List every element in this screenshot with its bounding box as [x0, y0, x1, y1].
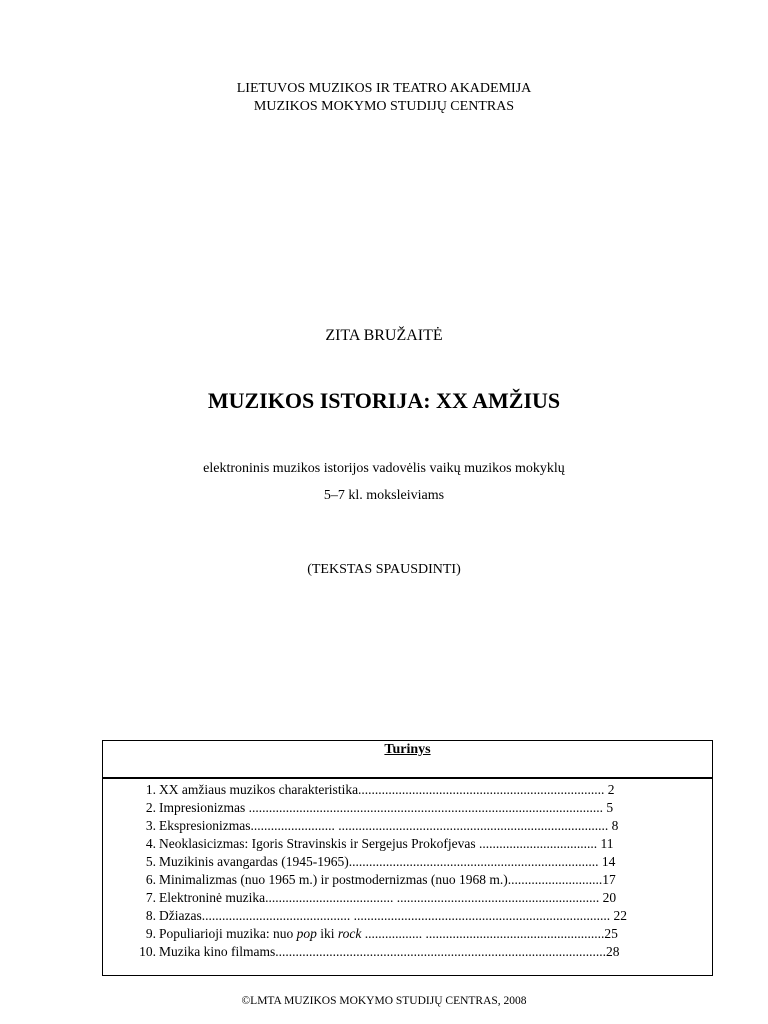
toc-item-number: 1. [145, 782, 156, 797]
subtitle-line-2: 5–7 kl. moksleiviams [323, 488, 445, 503]
toc-item-text: Minimalizmas (nuo 1965 m.) ir postmodernizmas (nuo 1968 m.)............................17 [159, 872, 616, 887]
institution-name: LIETUVOS MUZIKOS IR TEATRO AKADEMIJA [236, 81, 532, 96]
document-title: MUZIKOS ISTORIJA: XX AMŽIUS [207, 388, 561, 413]
copyright-footer: ©LMTA MUZIKOS MOKYMO STUDIJŲ CENTRAS, 2008 [241, 995, 527, 1007]
toc-item-number: 9. [145, 926, 156, 941]
toc-item-number: 6. [145, 872, 156, 887]
toc-item[interactable] [103, 835, 712, 853]
subtitle-line-1: elektroninis muzikos istorijos vadovėlis vaikų muzikos mokyklų [203, 461, 565, 476]
toc-item[interactable] [103, 781, 712, 799]
print-note: (TEKSTAS SPAUSDINTI) [307, 562, 461, 577]
toc-item-text: Džiazas............................................ ............................................................................ 22 [159, 908, 627, 923]
toc-item[interactable] [103, 925, 712, 943]
center-name: MUZIKOS MOKYMO STUDIJŲ CENTRAS [253, 99, 515, 114]
toc-item-number: 7. [145, 890, 156, 905]
author-name: ZITA BRUŽAITĖ [325, 327, 443, 344]
toc-item-number: 10. [139, 944, 156, 959]
toc-item[interactable] [103, 943, 712, 961]
toc-item[interactable] [103, 889, 712, 907]
toc-heading [103, 741, 712, 779]
toc-item-text: Muzika kino filmams..................................................................................................28 [159, 944, 620, 959]
toc-item-text: Muzikinis avangardas (1945-1965).......................................................................... 14 [159, 854, 616, 869]
toc-item-text: Ekspresionizmas......................... ................................................................................ 8 [159, 818, 619, 833]
institution-header [0, 80, 768, 116]
toc-item-text: Impresionizmas ......................................................................................................... 5 [159, 800, 614, 815]
toc-item-number: 4. [145, 836, 156, 851]
toc-list [103, 781, 712, 961]
toc-item[interactable] [103, 871, 712, 889]
toc-item[interactable] [103, 817, 712, 835]
toc-item-number: 3. [145, 818, 156, 833]
toc-item-number: 8. [145, 908, 156, 923]
toc-item-text: Neoklasicizmas: Igoris Stravinskis ir Sergejus Prokofjevas ................................... 11 [159, 836, 614, 851]
document-subtitle [0, 455, 768, 509]
toc-item[interactable] [103, 853, 712, 871]
toc-item[interactable] [103, 907, 712, 925]
toc-item-text: XX amžiaus muzikos charakteristika......................................................................... 2 [159, 782, 615, 797]
toc-item[interactable] [103, 799, 712, 817]
toc-heading-label: Turinys [384, 742, 431, 757]
toc-item-text: Populiarioji muzika: nuo pop iki rock ................. .....................................................25 [159, 926, 618, 941]
toc-item-number: 2. [145, 800, 156, 815]
table-of-contents [102, 740, 713, 976]
toc-item-text: Elektroninė muzika...................................... ............................................................ 20 [159, 890, 617, 905]
toc-item-number: 5. [145, 854, 156, 869]
